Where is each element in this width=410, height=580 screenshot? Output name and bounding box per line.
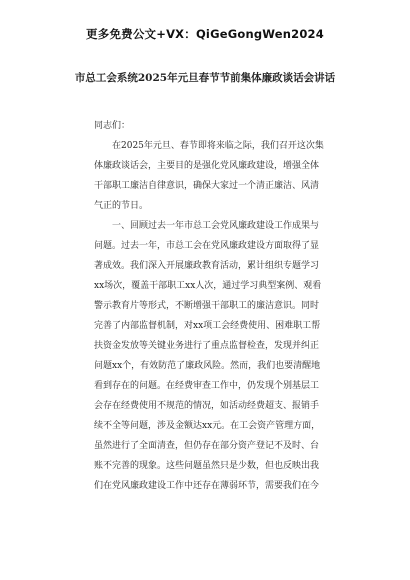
paragraph-line: 一、回顾过去一年市总工会党风廉政建设工作成果与 — [112, 221, 320, 231]
paragraph-line: 体廉政谈话会，主要目的是强化党风廉政建设，增强全体 — [94, 161, 320, 171]
salutation: 同志们： — [94, 121, 131, 131]
paragraph-line: 账不完善的现象。这些问题虽然只是少数，但也反映出我 — [94, 461, 320, 471]
paragraph-line: 问题。过去一年，市总工会在党风廉政建设方面取得了显 — [94, 241, 320, 251]
paragraph-line: xx场次，覆盖干部职工xx人次，通过学习典型案例、观看 — [94, 281, 322, 291]
paragraph-line: 续不全等问题，涉及金额达xx元。在工会资产管理方面， — [94, 421, 321, 431]
paragraph-line: 气正的节日。 — [94, 201, 149, 211]
paragraph-line: 看到存在的问题。在经费审查工作中，仍发现个别基层工 — [94, 381, 320, 391]
paragraph-line: 会存在经费使用不规范的情况，如活动经费超支、报销手 — [94, 401, 320, 411]
paragraph-line: 在2025年元旦、春节即将来临之际，我们召开这次集 — [112, 141, 324, 151]
paragraph-line: 完善了内部监督机制，对xx项工会经费使用、困难职工帮 — [94, 321, 321, 331]
paragraph-line: 警示教育片等形式，不断增强干部职工的廉洁意识。同时 — [94, 301, 320, 311]
paragraph-line: 扶资金发放等关键业务进行了重点监督检查，发现并纠正 — [94, 341, 320, 351]
paragraph-line: 干部职工廉洁自律意识，确保大家过一个清正廉洁、风清 — [94, 181, 320, 191]
document-title: 市总工会系统2025年元旦春节节前集体廉政谈话会讲话 — [74, 72, 336, 84]
paragraph-line: 们在党风廉政建设工作中还存在薄弱环节，需要我们在今 — [94, 481, 320, 491]
paragraph-line: 虽然进行了全面清查，但仍存在部分资产登记不及时、台 — [94, 441, 320, 451]
paragraph-line: 问题xx个，有效防范了廉政风险。然而，我们也要清醒地 — [94, 361, 321, 371]
document-body — [94, 116, 352, 496]
promo-banner: 更多免费公文+VX：QiGeGongWen2024 — [86, 27, 324, 41]
paragraph-line: 著成效。我们深入开展廉政教育活动，累计组织专题学习 — [94, 261, 320, 271]
